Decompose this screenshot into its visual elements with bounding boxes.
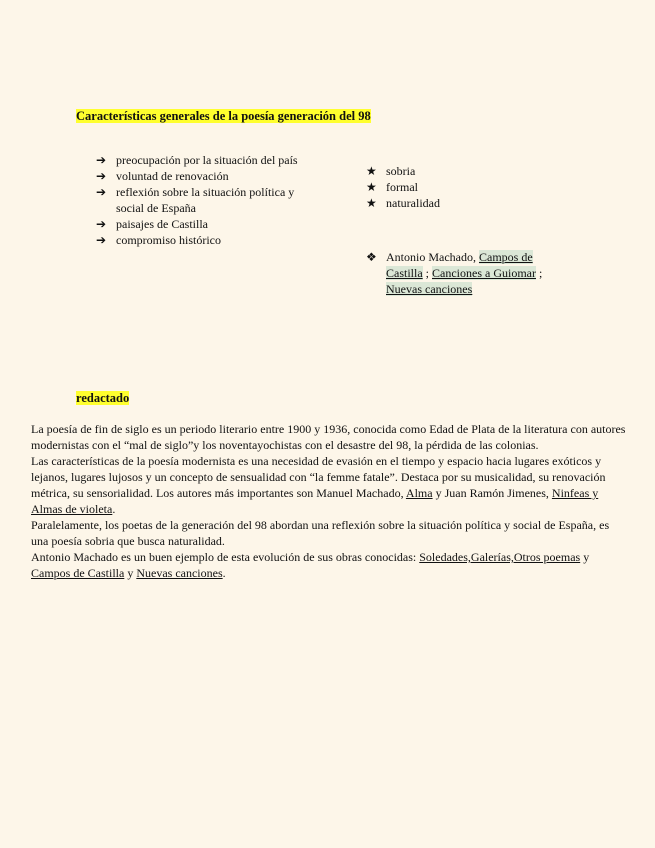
list-item: ➔ compromiso histórico (96, 233, 221, 247)
star-icon: ★ (366, 196, 377, 210)
list-item: ➔ voluntad de renovación (96, 169, 229, 183)
list-item: ❖ Antonio Machado, Campos de Castilla ; Canciones a Guiomar ; Nuevas canciones (366, 250, 543, 296)
work-link-nuevas-canciones-body[interactable]: Nuevas canciones (136, 566, 223, 580)
document-title (76, 109, 371, 124)
works-list (366, 249, 566, 297)
arrow-right-icon: ➔ (96, 185, 107, 199)
section-heading-text: redactado (76, 391, 130, 405)
list-item: ★ naturalidad (366, 196, 440, 210)
work-link-campos-de-castilla[interactable]: Campos de Castilla (386, 250, 533, 280)
arrow-right-icon: ➔ (96, 233, 107, 247)
work-link-soledades[interactable]: Soledades,Galerías,Otros poemas (419, 550, 581, 564)
document-title-text: Características generales de la poesía generación del 98 (76, 109, 371, 123)
paragraph: La poesía de fin de siglo es un periodo literario entre 1900 y 1936, conocida como Edad de Plata de la literatura con autores modernistas con el “mal de siglo”y los noventayochistas con el desastre del 98, la pérdida de las colonias. (31, 422, 626, 452)
work-link-campos-de-castilla-body[interactable]: Campos de Castilla (31, 566, 125, 580)
arrow-right-icon: ➔ (96, 153, 107, 167)
list-item: ➔ preocupación por la situación del país (96, 153, 298, 167)
paragraph: Las características de la poesía modernista es una necesidad de evasión en el tiempo y espacio hacia lugares exóticos y lejanos, lugares lujosos y un concepto de sensualidad con “la femme fatale”. Destaca por su musicalidad, su renovación métrica, su sensorialidad. Los autores más importantes son Manuel Machado, Alma y Juan Ramón Jimenes, Ninfeas y Almas de violeta. (31, 454, 606, 516)
essay-body (31, 421, 627, 581)
work-link-ninfeas[interactable]: Ninfeas y Almas de violeta (31, 486, 599, 516)
list-item: ★ formal (366, 180, 418, 194)
paragraph: Paralelamente, los poetas de la generación del 98 abordan una reflexión sobre la situación política y social de España, es una poesía sobria que busca naturalidad. (31, 518, 610, 548)
list-item: ➔ paisajes de Castilla (96, 217, 208, 231)
paragraph: Antonio Machado es un buen ejemplo de esta evolución de sus obras conocidas: Soledades,Galerías,Otros poemas y Campos de Castilla y Nuevas canciones. (31, 550, 590, 580)
list-item: ★ sobria (366, 164, 416, 178)
work-link-canciones-a-guiomar[interactable]: Canciones a Guiomar (432, 266, 536, 280)
star-icon: ★ (366, 180, 377, 194)
section-heading (76, 391, 129, 406)
work-link-nuevas-canciones[interactable]: Nuevas canciones (386, 282, 473, 296)
arrow-right-icon: ➔ (96, 217, 107, 231)
work-link-alma[interactable]: Alma (405, 486, 433, 500)
diamond-bullet-icon: ❖ (366, 250, 377, 264)
style-traits-list (366, 163, 566, 211)
features-list (96, 152, 306, 248)
list-item: ➔ reflexión sobre la situación política y social de España (96, 185, 295, 215)
star-icon: ★ (366, 164, 377, 178)
arrow-right-icon: ➔ (96, 169, 107, 183)
